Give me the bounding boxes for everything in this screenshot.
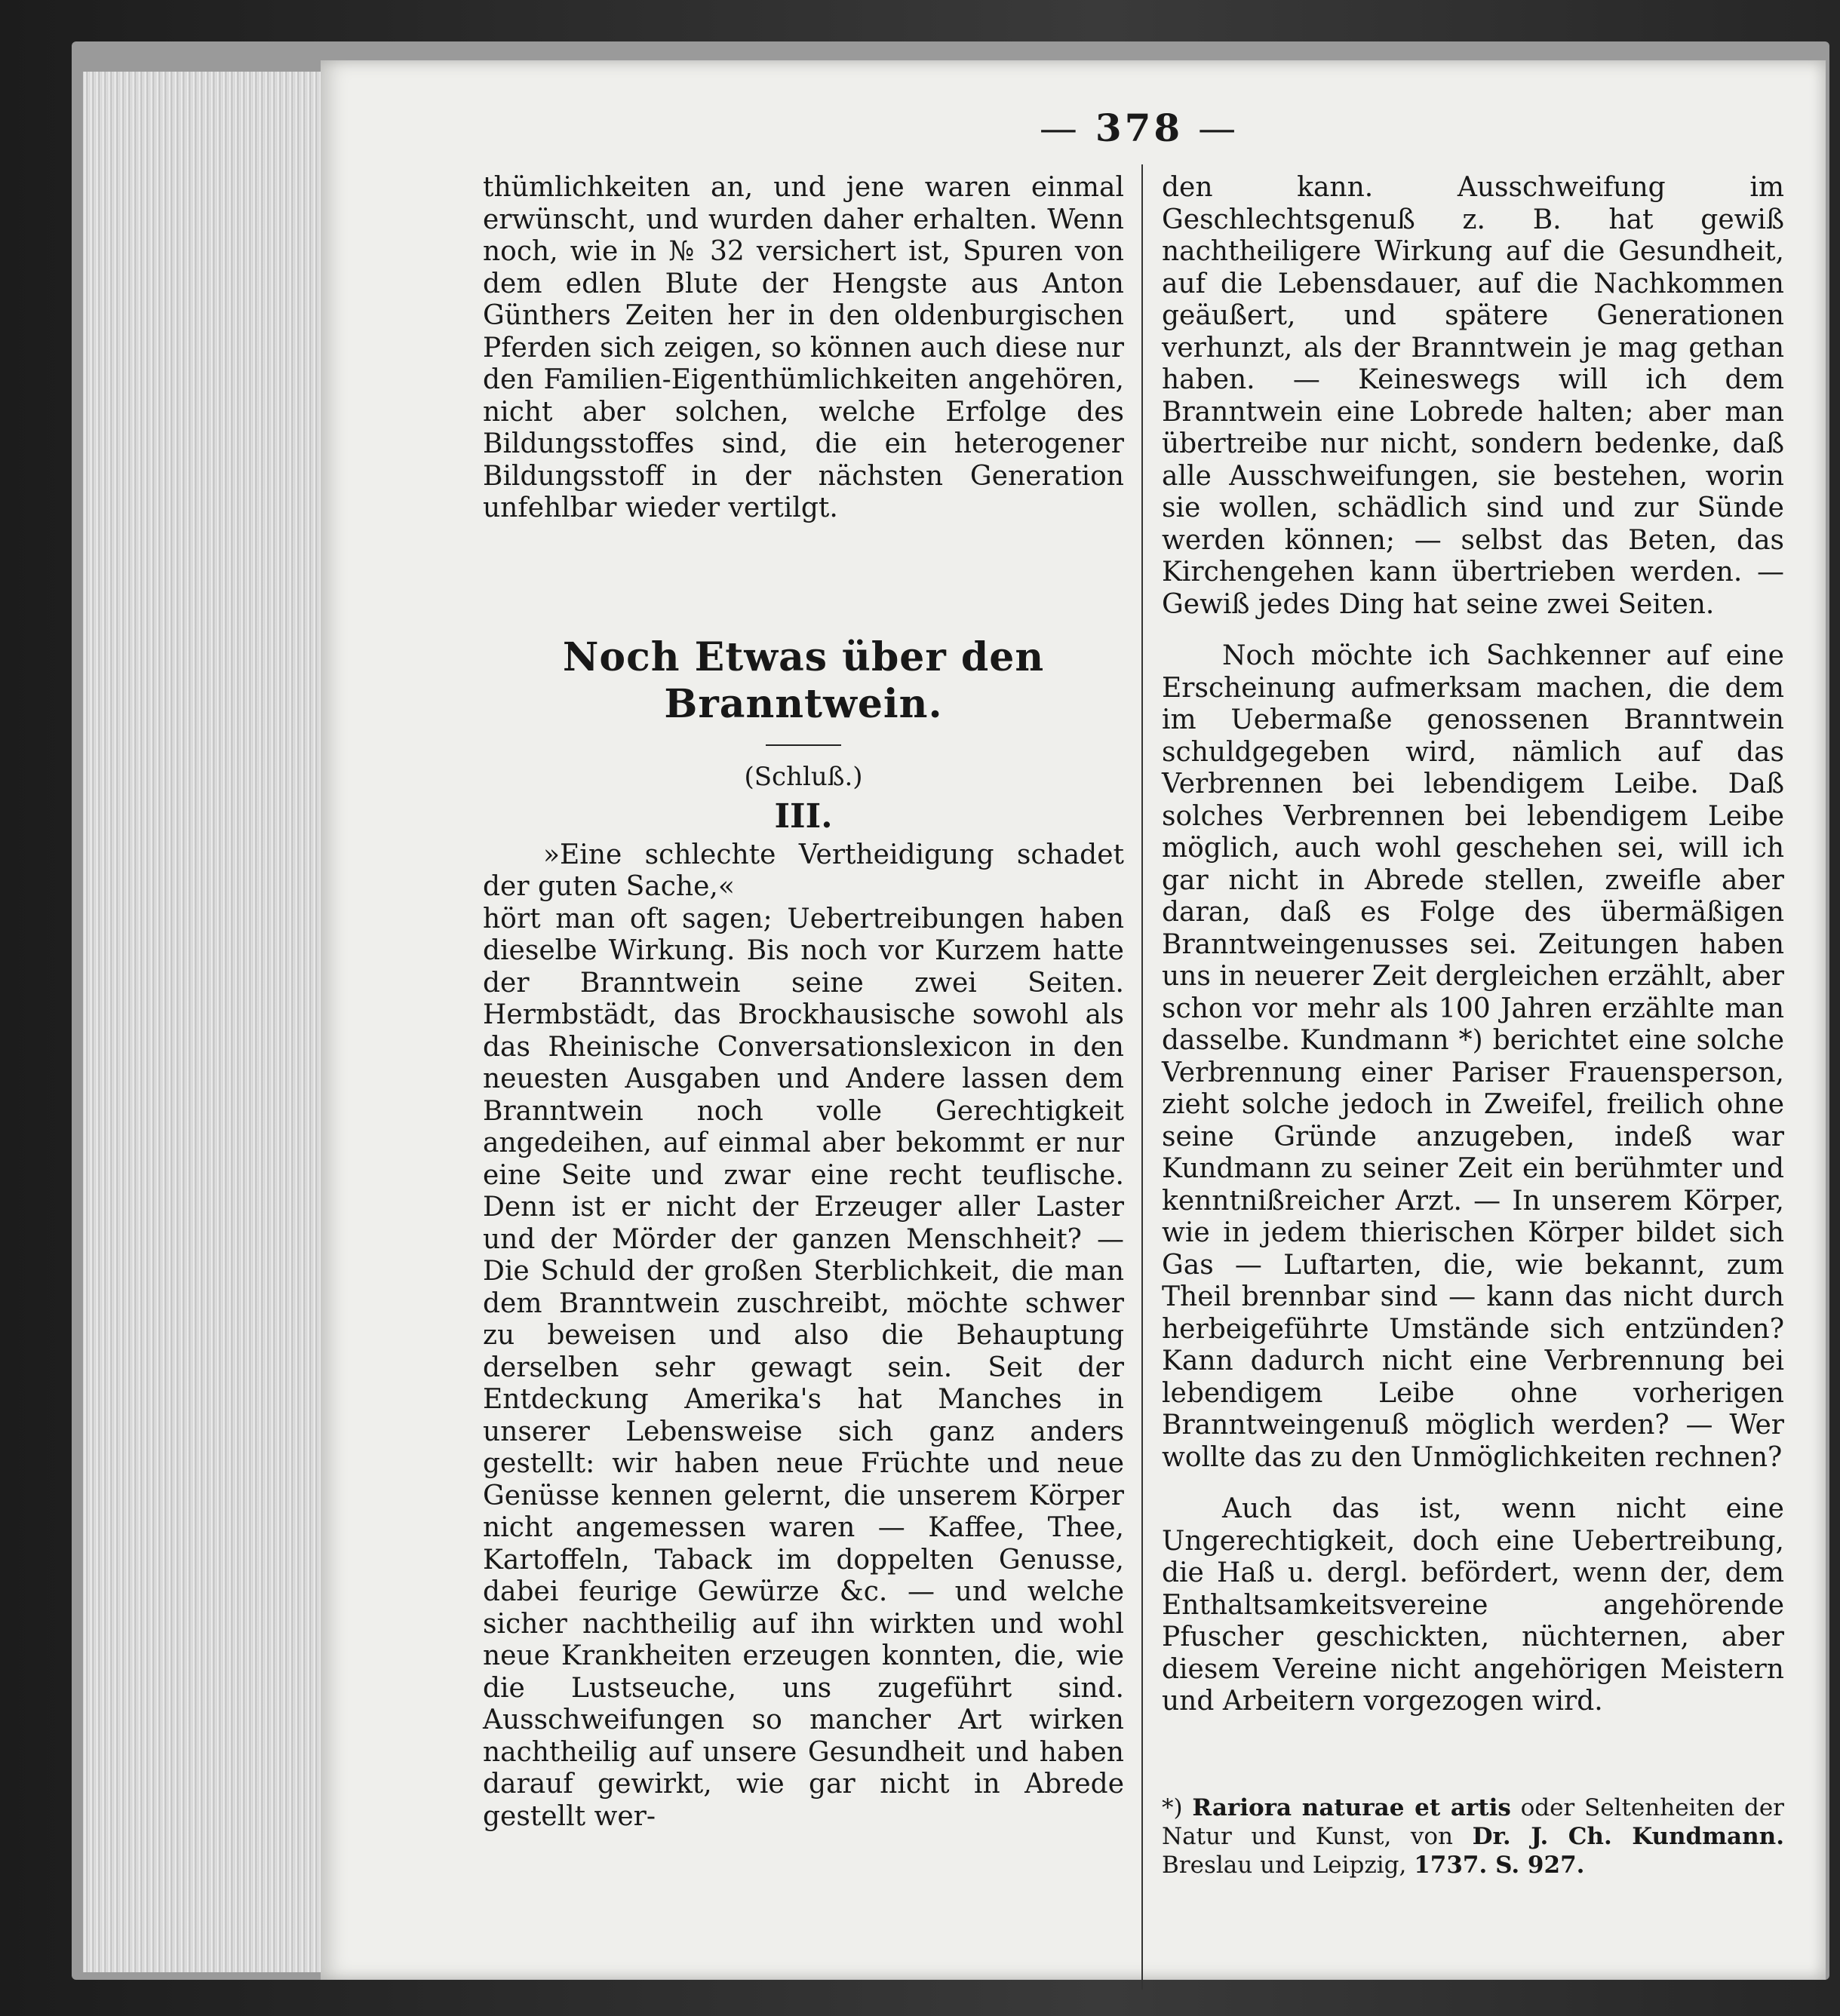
body-paragraph: hört man oft sagen; Uebertreibungen haben dieselbe Wirkung. Bis noch vor Kurzem hatte der Branntwein seine zwei Seiten. Hermbstädt, das Brockhausische sowohl als das Rheinische Conversationslexicon in den neuesten Ausgaben und Andere lassen dem Branntwein noch volle Gerechtigkeit angedeihen, auf einmal aber bekommt er nur eine Seite und zwar eine recht teuflische. Denn ist er nicht der Erzeuger aller Laster und der Mörder der ganzen Menschheit? — Die Schuld der großen Sterblichkeit, die man dem Branntwein zuschreibt, möchte schwer zu beweisen und also die Behauptung derselben sehr gewagt sein. Seit der Entdeckung Amerika's hat Manches in unserer Lebensweise sich ganz anders gestellt: wir haben neue Früchte und neue Genüsse kennen gelernt, die unserem Körper nicht angemessen waren — Kaffee, Thee, Kartoffeln, Taback im doppelten Genusse, dabei feurige Gewürze &c. — und welche sicher nachtheilig auf ihn wirkten und wohl neue Krankheiten erzeugen konnten, die, wie die Lustseuche, uns zugeführt sind. Ausschweifungen so mancher Art wirken nachtheilig auf unsere Gesundheit und haben darauf gewirkt, wie gar nicht in Abrede gestellt wer- xyxy=(483,903,1124,1832)
footnote-author: Dr. J. Ch. Kundmann. xyxy=(1472,1822,1784,1850)
body-paragraph-1: den kann. Ausschweifung im Geschlechtsgenuß z. B. hat gewiß nachtheiligere Wirkung auf die Gesundheit, auf die Lebensdauer, auf die Nachkommen geäußert, und spätere Generationen verhunzt, als der Branntwein je mag gethan haben. — Keineswegs will ich dem Branntwein eine Lobrede halten; aber man übertreibe nur nicht, sondern bedenke, daß alle Ausschweifungen, sie bestehen, worin sie wollen, schädlich sind und zur Sünde werden können; — selbst das Beten, das Kirchengehen kann übertrieben werden. — Gewiß jedes Ding hat seine zwei Seiten. xyxy=(1162,172,1784,620)
column-divider xyxy=(1141,164,1143,1990)
footnote xyxy=(1162,1794,1784,1879)
page-number-dash-left: — xyxy=(1039,106,1095,150)
article-subtitle: (Schluß.) xyxy=(744,761,863,792)
continuation-paragraph: thümlichkeiten an, und jene waren einmal erwünscht, und wurden daher erhalten. Wenn noch, wie in № 32 versichert ist, Spuren von dem edlen Blute der Hengste aus Anton Günthers Zeiten her in den oldenburgischen Pferden sich zeigen, so können auch diese nur den Familien-Eigenthümlichkeiten angehören, nicht aber solchen, welche Erfolge des Bildungsstoffes sind, die ein heterogener Bildungsstoff in der nächsten Generation unfehlbar wieder vertilgt. xyxy=(483,172,1124,523)
footnote-latin-title: Rariora naturae et artis xyxy=(1192,1794,1511,1821)
body-paragraph-3: Auch das ist, wenn nicht eine Ungerechtigkeit, doch eine Uebertreibung, die Haß u. dergl. befördert, wenn der, dem Enthaltsamkeitsvereine angehörende Pfuscher geschickten, nüchternen, aber diesem Vereine nicht angehörigen Meistern und Arbeitern vorgezogen wird. xyxy=(1162,1493,1784,1717)
page-number-value: 378 xyxy=(1095,106,1184,150)
body-paragraph-2: Noch möchte ich Sachkenner auf eine Erscheinung aufmerksam machen, die dem im Uebermaße genossenen Branntwein schuldgegeben wird, nämlich auf das Verbrennen bei lebendigem Leibe. Daß solches Verbrennen bei lebendigem Leibe möglich, auch wohl geschehen sei, will ich gar nicht in Abrede stellen, zweifle aber daran, daß es Folge des übermäßigen Branntweingenusses sei. Zeitungen haben uns in neuerer Zeit dergleichen erzählt, aber schon vor mehr als 100 Jahren erzählte man dasselbe. Kundmann *) berichtet eine solche Verbrennung einer Pariser Frauensperson, zieht solche jedoch in Zweifel, freilich ohne seine Gründe anzugeben, indeß war Kundmann zu seiner Zeit ein berühmter und kenntnißreicher Arzt. — In unserem Körper, wie in jedem thierischen Körper bildet sich Gas — Luftarten, die, wie bekannt, zum Theil brennbar sind — kann das nicht durch herbeigeführte Umstände sich entzünden? Kann dadurch nicht eine Verbrennung bei lebendigem Leibe ohne vorherigen Branntweingenuß möglich werden? — Wer wollte das zu den Unmöglichkeiten rechnen? xyxy=(1162,640,1784,1473)
opening-quote: »Eine schlechte Vertheidigung schadet der guten Sache,« xyxy=(483,839,1124,902)
page-number xyxy=(1026,106,1252,150)
section-number: III. xyxy=(774,796,833,836)
left-column xyxy=(483,172,1124,1833)
footnote-year: 1737. S. 927. xyxy=(1414,1851,1585,1879)
right-column xyxy=(1162,172,1784,1879)
footnote-text: oder Seltenheiten der Natur und Kunst, von xyxy=(1162,1794,1784,1850)
footnote-mark: *) xyxy=(1162,1794,1183,1821)
page-edges xyxy=(83,72,333,1972)
page-number-dash-right: — xyxy=(1183,106,1239,150)
article-title: Noch Etwas über den Branntwein. xyxy=(562,634,1045,727)
title-rule xyxy=(766,744,841,746)
footnote-place: Breslau und Leipzig, xyxy=(1162,1851,1407,1879)
